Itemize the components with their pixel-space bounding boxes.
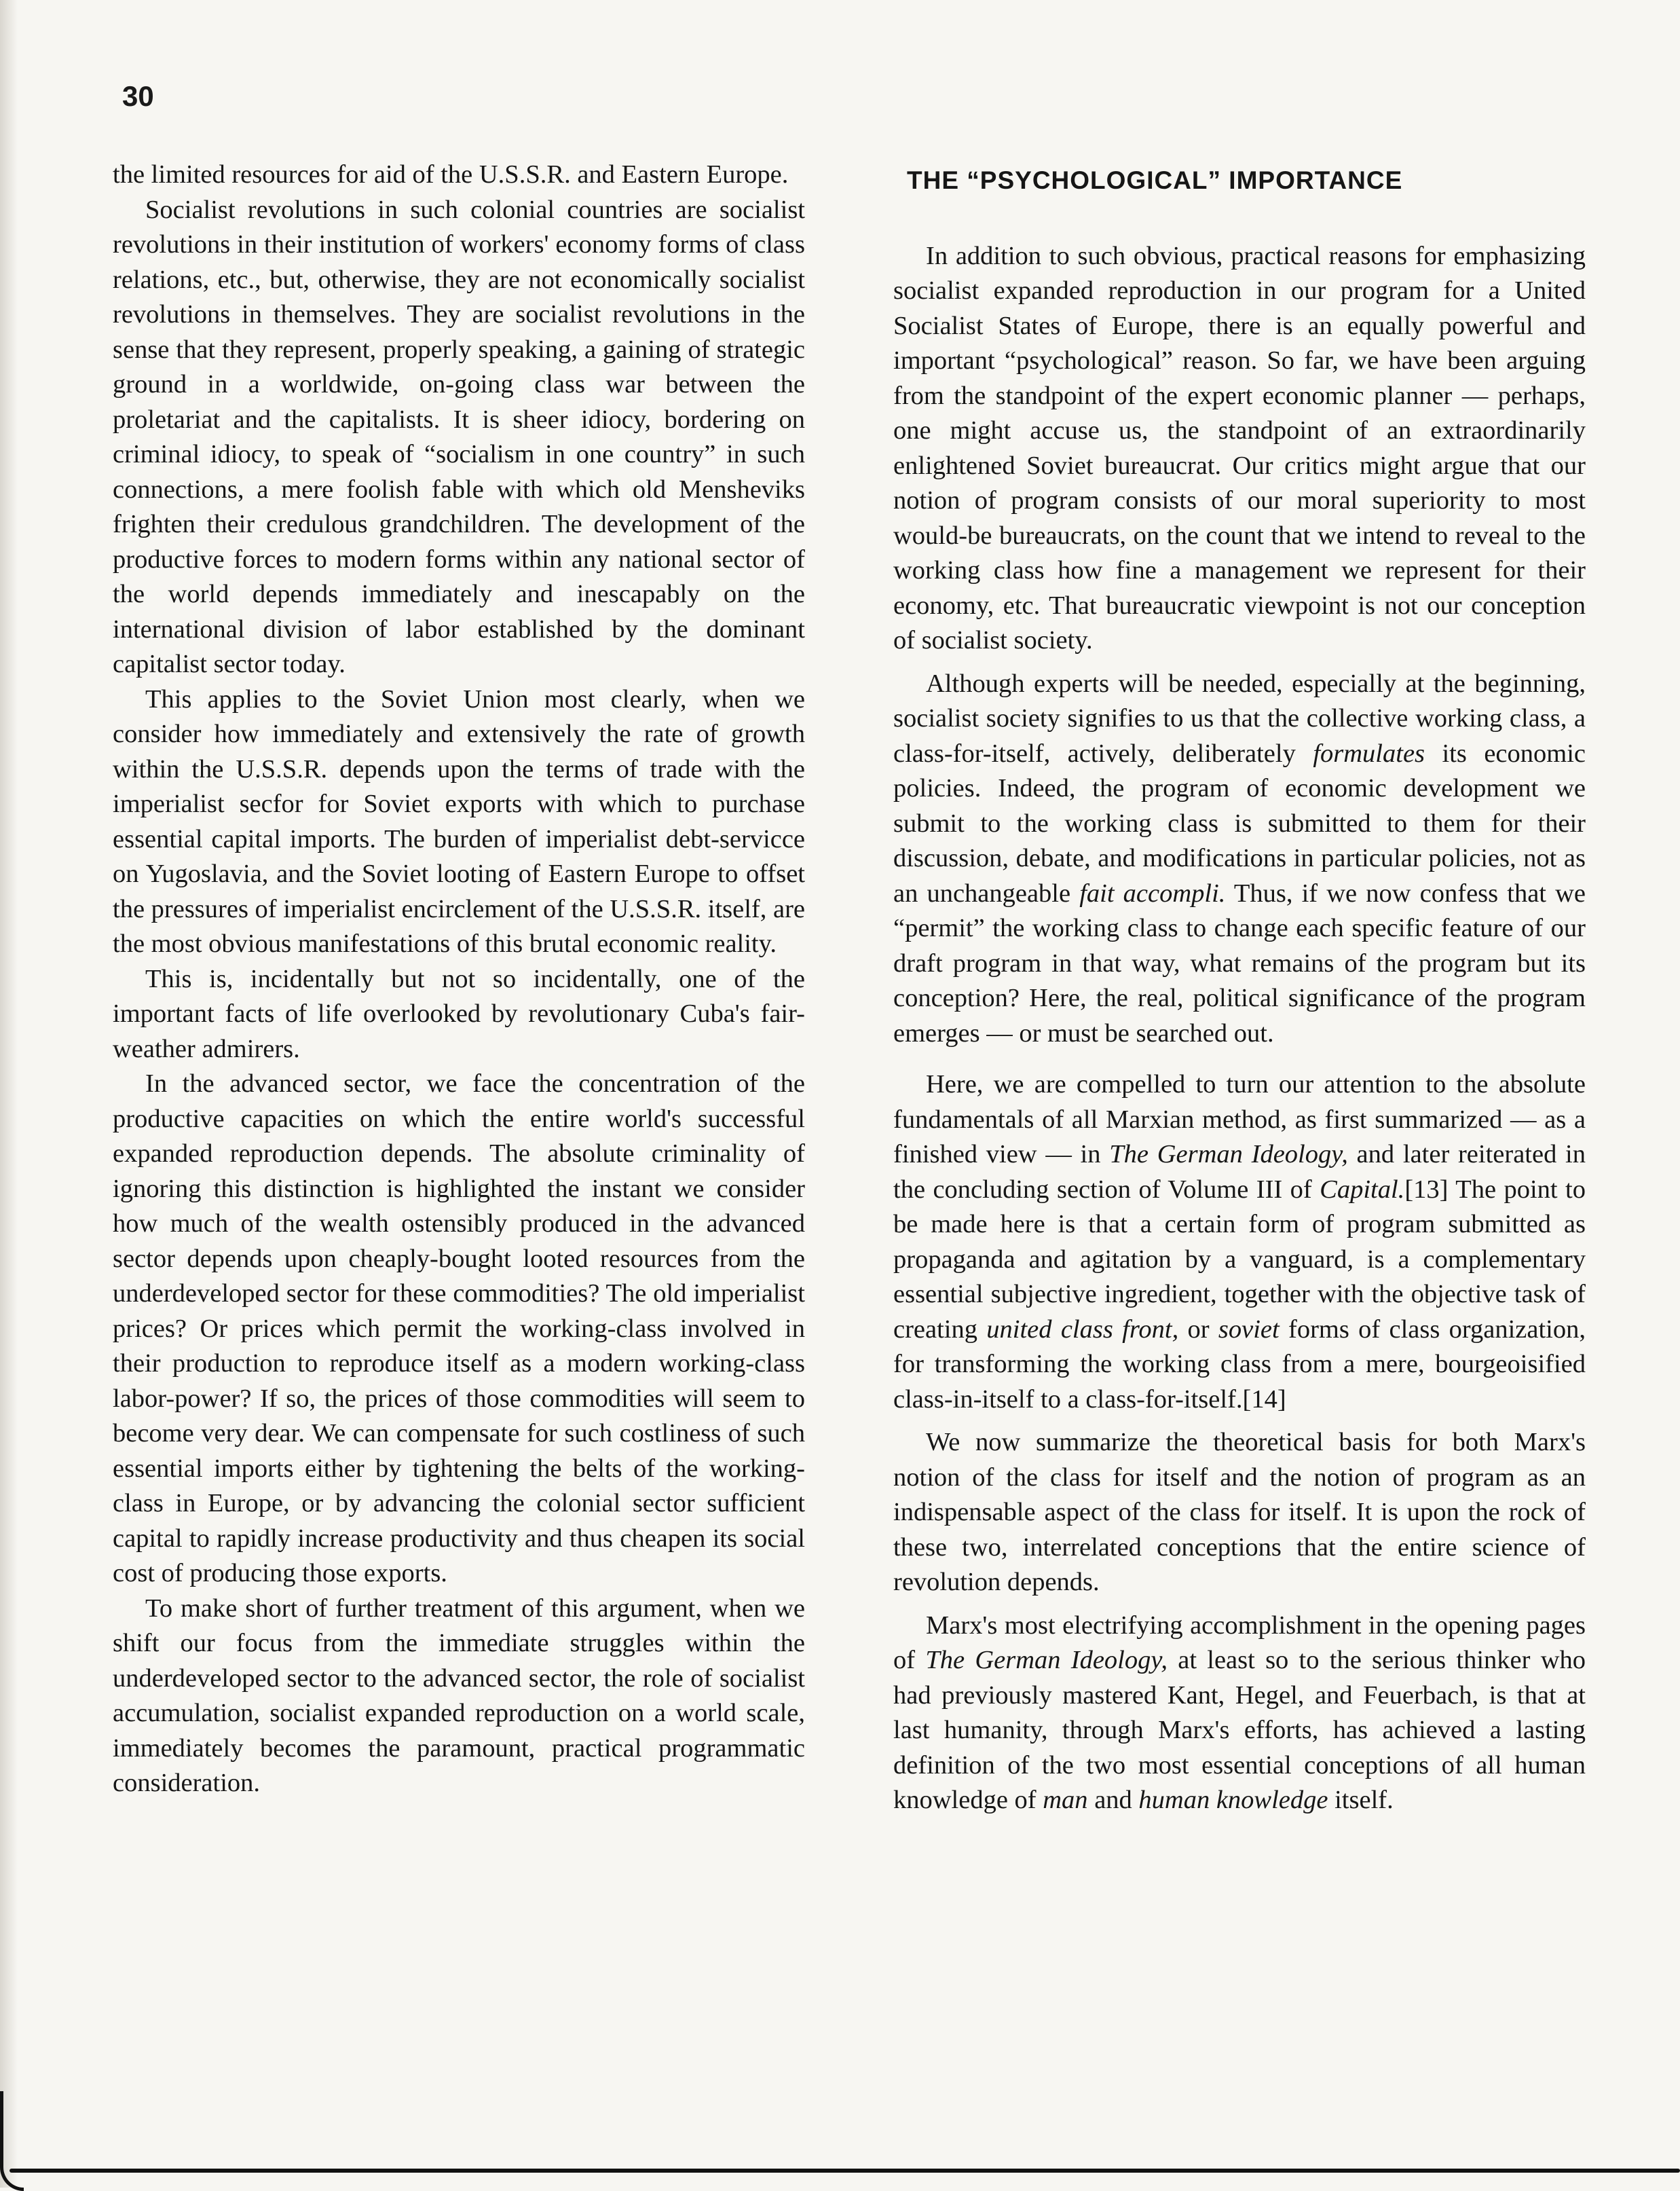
paragraph: This applies to the Soviet Union most clearly, when we consider how immediately and extensively the rate of growth within the U.S.S.R. depends upon the terms of trade with the imperialist secfor for Soviet exports with which to purchase essential capital imports. The burden of imperialist debt-servicce on Yugoslavia, and the Soviet looting of Eastern Europe to offset the pressures of imperialist encirclement of the U.S.S.R. itself, are the most obvious manifestations of this brutal economic reality.	[113, 684, 805, 958]
paragraph: In the advanced sector, we face the concentration of the productive capacities on which the entire world's successful expanded reproduction depends. The absolute criminality of ignoring this distinction is highlighted the instant we consider how much of the wealth ostensibly produced in the advanced sector depends upon cheaply-bought looted resources from the underdeveloped sector for these commodities? The old imperialist prices? Or prices which permit the working-class involved in their production to reproduce itself as a modern working-class labor-power? If so, the prices of those commodities will seem to become very dear. We can compensate for such costliness of such essential imports either by tightening the belts of the working-class in Europe, or by advancing the colonial sector sufficient capital to rapidly increase productivity and thus cheapen its social cost of producing those exports.	[113, 1069, 805, 1587]
italic-run: man	[1043, 1786, 1088, 1814]
scan-corner	[0, 2091, 24, 2191]
text-run: or	[1178, 1314, 1218, 1344]
scan-edge-bottom	[10, 2169, 1680, 2173]
text-run: Thus, if we now confess that we “permit” the working class to change each specific feature of our draft program in that way, what remains of the program but its conception? Here, the real, political significance of the program emerges — or must be searched out.	[893, 879, 1586, 1048]
italic-run: fait accompli.	[1079, 879, 1226, 908]
section-heading: THE “PSYCHOLOGICAL” IMPORTANCE	[907, 166, 1403, 194]
text-run: [13] The point to be made here is that a certain form of program submitted as propaganda and agitation by a vanguard, is a complementary essential subjective ingredient, together with the objective task of creating	[893, 1175, 1586, 1344]
text-run: its economic policies. Indeed, the program of economic development we submit to the working class is submitted to them for their discussion, debate, and modifications in particular policies, not as an unchangeable	[893, 739, 1586, 908]
left-column	[113, 158, 805, 1801]
italic-run: The German Ideology,	[925, 1646, 1168, 1674]
scan-edge-left	[0, 0, 18, 2188]
paragraph	[893, 1608, 1586, 1818]
paragraph: We now summarize the theoretical basis for both Marx's notion of the class for itself and the notion of program as an indispensable aspect of the class for itself. It is upon the rock of these two, interrelated conceptions that the entire science of revolution depends.	[893, 1428, 1586, 1596]
italic-run: The German Ideology,	[1109, 1140, 1348, 1168]
italic-run: united class front,	[986, 1314, 1179, 1344]
paragraph: In addition to such obvious, practical reasons for emphasizing socialist expanded reproduction in our program for a United Socialist States of Europe, there is an equally powerful and important “psychological” reason. So far, we have been arguing from the standpoint of the expert economic planner — perhaps, one might accuse us, the standpoint of an extraordinarily enlightened Soviet bureaucrat. Our critics might argue that our notion of program consists of our moral superiority to most would-be bureaucrats, on the count that we intend to reveal to the working class how fine a management we represent for their economy, etc. That bureaucratic viewpoint is not our conception of socialist society.	[893, 241, 1586, 655]
paragraph	[893, 1067, 1586, 1417]
text-run: at least so to the serious thinker who had previously mastered Kant, Hegel, and Feuerbach, is that at last humanity, through Marx's efforts, has achieved a lasting definition of the two most essential conceptions of all human knowledge of	[893, 1646, 1586, 1814]
paragraph: the limited resources for aid of the U.S.S.R. and Eastern Europe.	[113, 160, 789, 189]
text-run: and later reiterated in the concluding section of Volume III of	[893, 1140, 1586, 1204]
italic-run: Capital.	[1320, 1175, 1405, 1204]
paragraph	[893, 667, 1586, 1052]
italic-run: formulates	[1313, 739, 1425, 768]
text-run: itself.	[1328, 1786, 1394, 1814]
italic-run: soviet	[1218, 1314, 1280, 1344]
paragraph: This is, incidentally but not so incidentally, one of the important facts of life overlooked by revolutionary Cuba's fair-weather admirers.	[113, 964, 805, 1063]
italic-run: human knowledge	[1138, 1786, 1328, 1814]
text-run: Marx's most electrifying accomplishment in the opening pages of	[893, 1610, 1586, 1674]
right-column	[893, 158, 1586, 1818]
page-number: 30	[122, 80, 154, 112]
text-run: Here, we are compelled to turn our attention to the absolute fundamentals of all Marxian method, as first summarized — as a finished view — in	[893, 1070, 1586, 1168]
text-run: Although experts will be needed, especially at the beginning, socialist society signifies to us that the collective working class, a class-for-itself, actively, deliberately	[893, 669, 1586, 768]
paragraph: Socialist revolutions in such colonial countries are socialist revolutions in their institution of workers' economy forms of class relations, etc., but, otherwise, they are not economically socialist revolutions in themselves. They are socialist revolutions in the sense that they represent, properly speaking, a gaining of strategic ground in a worldwide, on-going class war between the proletariat and the capitalists. It is sheer idiocy, bordering on criminal idiocy, to speak of “socialism in one country” in such connections, a mere foolish fable with which old Mensheviks frighten their credulous grandchildren. The development of the productive forces to modern forms within any national sector of the world depends immediately and inescapably on the international division of labor established by the dominant capitalist sector today.	[113, 195, 805, 678]
text-run: forms of class organization, for transforming the working class from a mere, bourgeoisified class-in-itself to a class-for-itself.[14]	[893, 1314, 1586, 1414]
text-run: and	[1087, 1786, 1139, 1814]
paragraph: To make short of further treatment of this argument, when we shift our focus from the immediate struggles within the underdeveloped sector to the advanced sector, the role of socialist accumulation, socialist expanded reproduction on a world scale, immediately becomes the paramount, practical programmatic consideration.	[113, 1594, 805, 1797]
